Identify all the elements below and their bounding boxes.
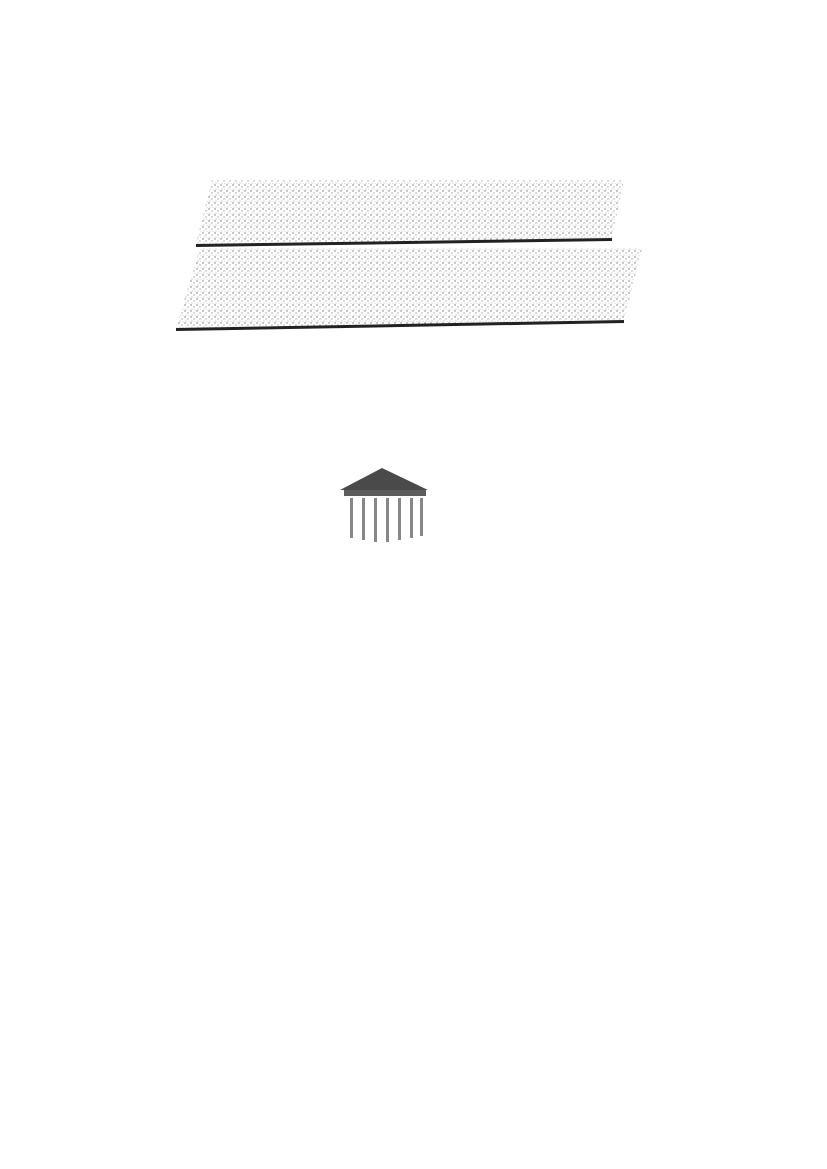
section-heading <box>173 690 217 709</box>
figure-2-image <box>172 172 656 337</box>
figure-3-image <box>270 432 560 604</box>
temple-pediment <box>340 468 428 542</box>
